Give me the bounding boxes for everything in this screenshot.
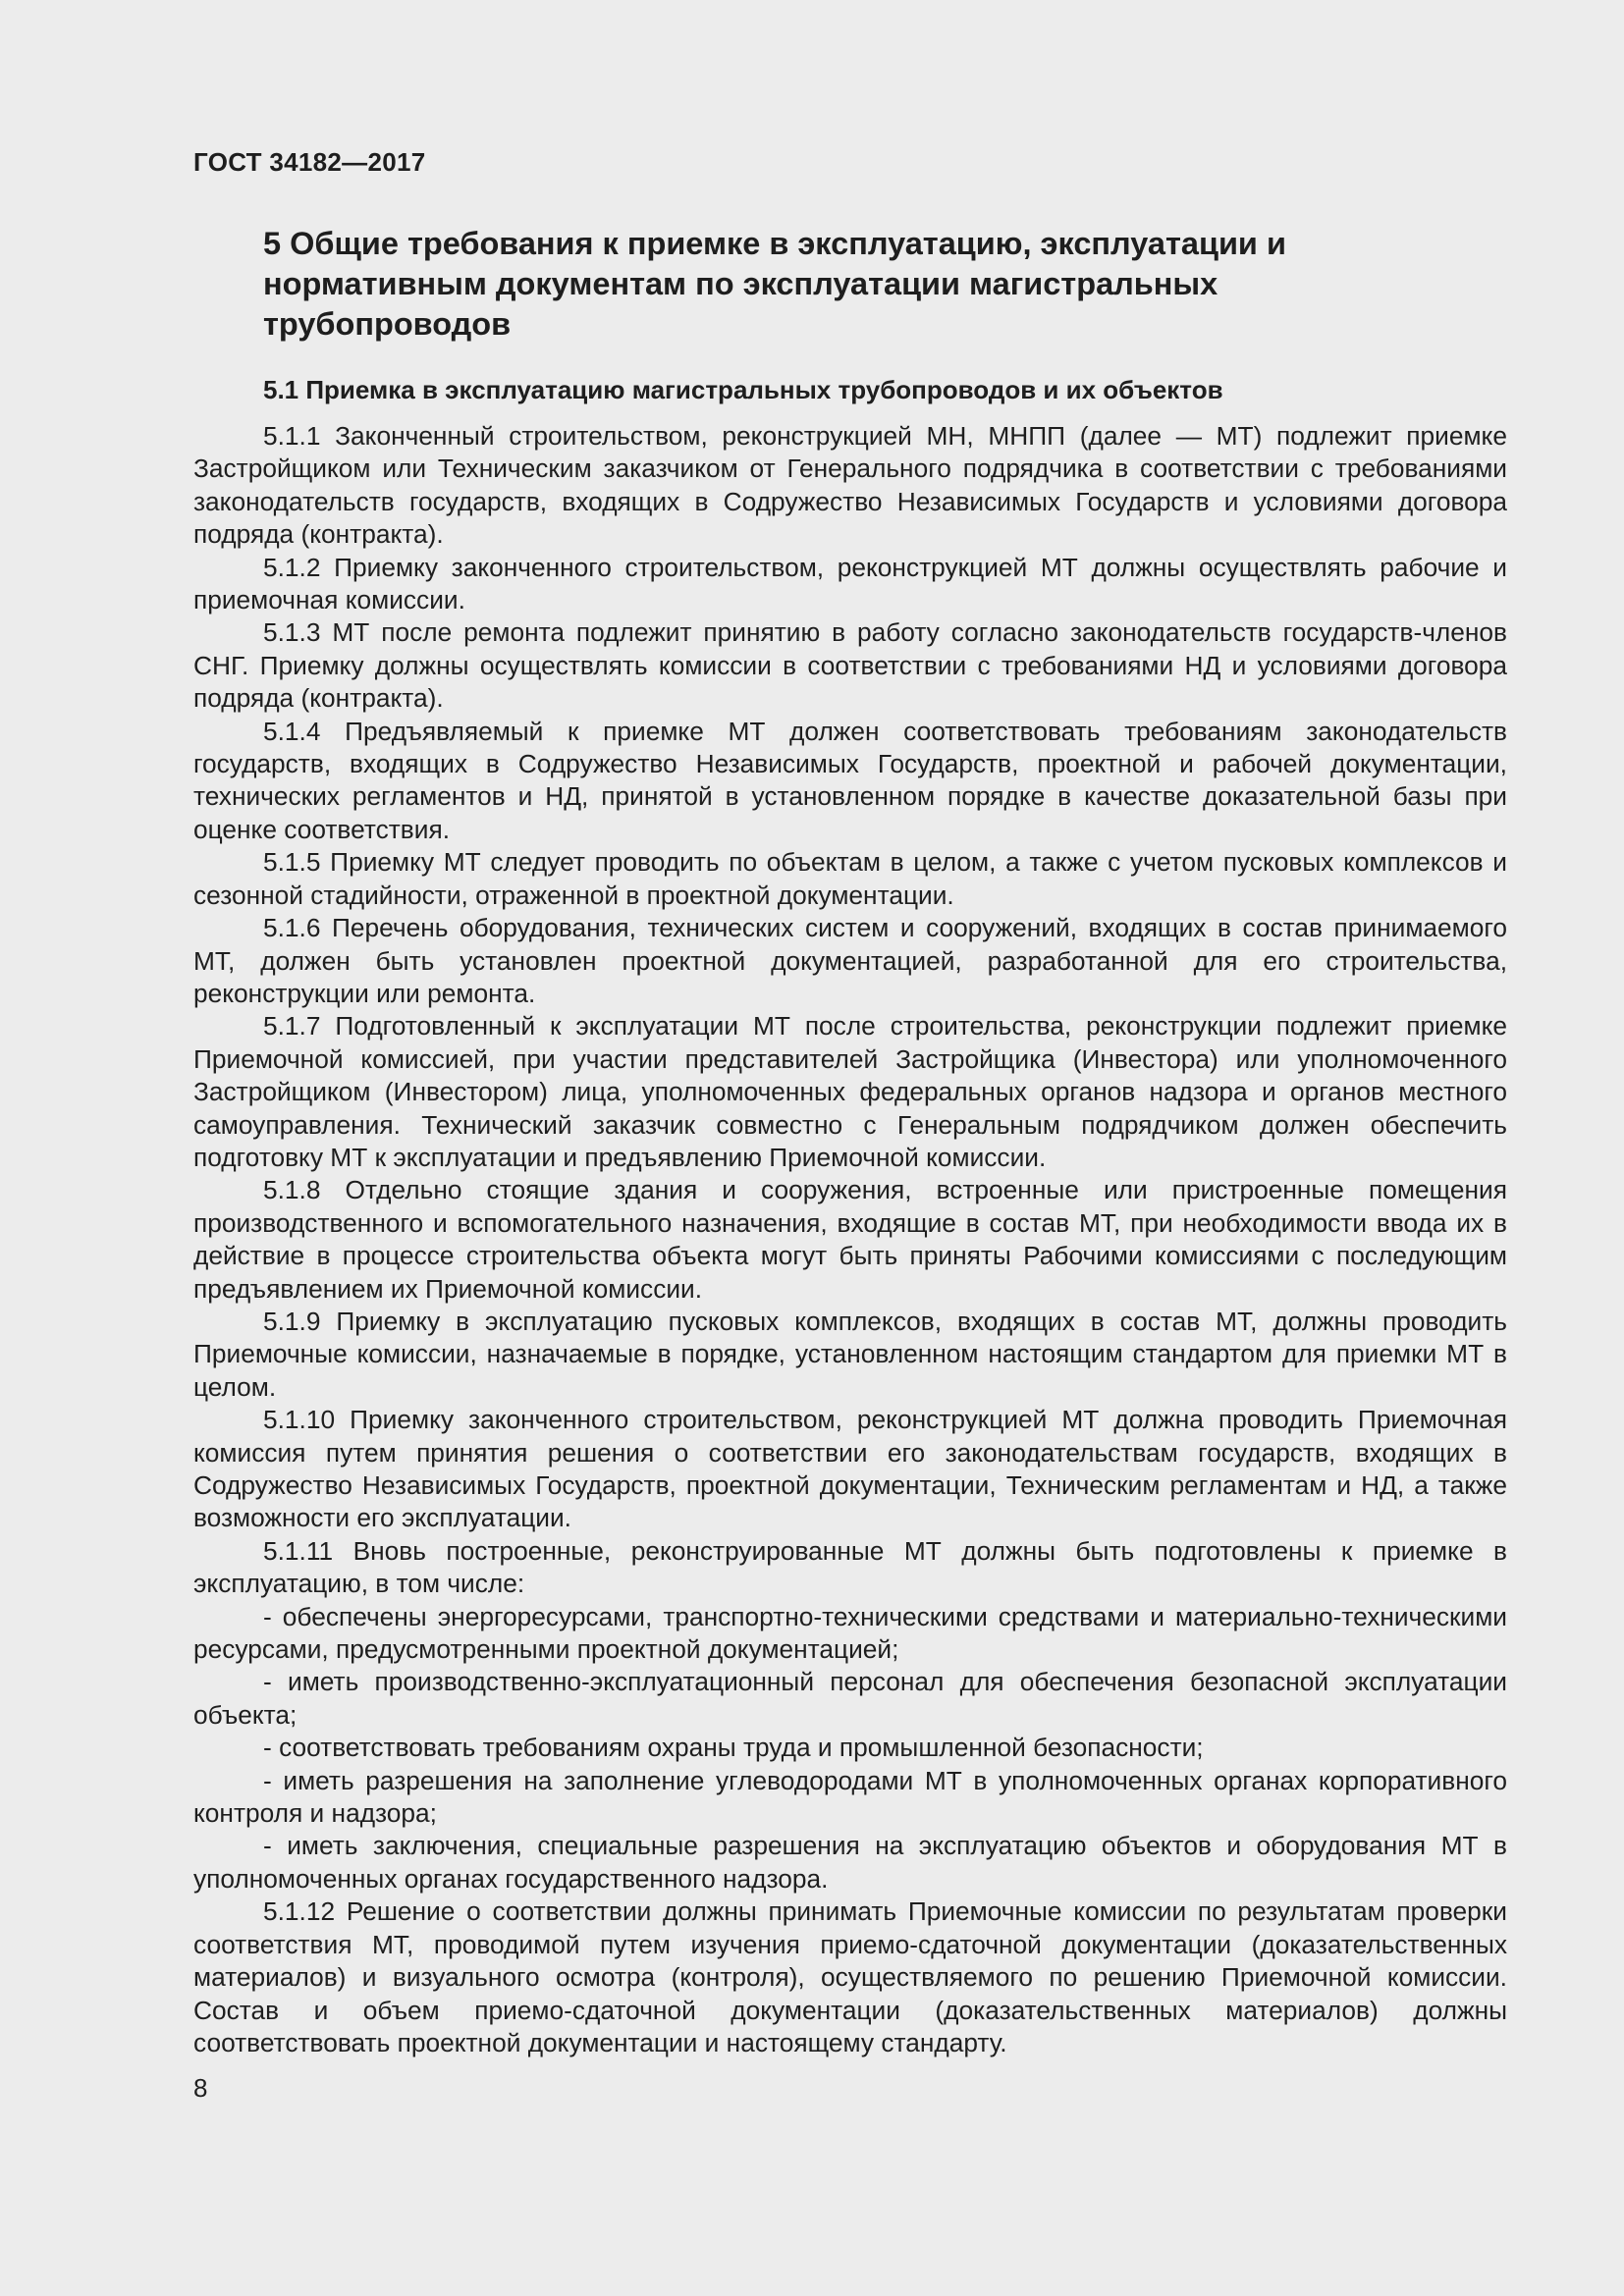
list-item: - обеспечены энергоресурсами, транспортно-техническими средствами и материально-техническими ресурсами, предусмотренными проектной документацией; [193, 1601, 1507, 1665]
paragraph-5-1-10: 5.1.10 Приемку законченного строительством, реконструкцией МТ должна проводить Приемочная комиссия путем принятия решения о соответствии его законодательствам государств, входящих в Содружество Независимых Государств, проектной документации, Техническим регламентам и НД, а также возможности его эксплуатации. [193, 1405, 1507, 1533]
subsection-title: 5.1 Приемка в эксплуатацию магистральных трубопроводов и их объектов [263, 375, 1223, 404]
section-title: 5 Общие требования к приемке в эксплуатацию, эксплуатации и нормативным документам по эксплуатации магистральных трубопроводов [263, 226, 1286, 342]
paragraph-5-1-4: 5.1.4 Предъявляемый к приемке МТ должен соответствовать требованиям законодательств государств, входящих в Содружество Независимых Государств, проектной и рабочей документации, технических регламентов и НД, принятой в установленном порядке в качестве доказательной базы при оценке соответствия. [193, 716, 1507, 844]
list-item: - иметь производственно-эксплуатационный персонал для обеспечения безопасной эксплуатации объекта; [193, 1667, 1507, 1730]
paragraph-5-1-1: 5.1.1 Законченный строительством, реконструкцией МН, МНПП (далее — МТ) подлежит приемке Застройщиком или Техническим заказчиком от Генерального подрядчика в соответствии с требованиями законодательств государств, входящих в Содружество Независимых Государств и условиями договора подряда (контракта). [193, 421, 1507, 550]
document-header: ГОСТ 34182—2017 [193, 147, 426, 177]
list-item: - соответствовать требованиям охраны труда и промышленной безопасности; [263, 1733, 1204, 1763]
paragraph-5-1-2: 5.1.2 Приемку законченного строительством, реконструкцией МТ должны осуществлять рабочие и приемочная комиссии. [193, 552, 1507, 615]
paragraph-5-1-5: 5.1.5 Приемку МТ следует проводить по объектам в целом, а также с учетом пусковых комплексов и сезонной стадийности, отраженной в проектной документации. [193, 847, 1507, 910]
list-item: - иметь заключения, специальные разрешения на эксплуатацию объектов и оборудования МТ в уполномоченных органах государственного надзора. [193, 1831, 1507, 1894]
paragraph-5-1-6: 5.1.6 Перечень оборудования, технических систем и сооружений, входящих в состав принимаемого МТ, должен быть установлен проектной документацией, разработанной для его строительства, реконструкции или ремонта. [193, 913, 1507, 1008]
body-text [193, 420, 1507, 2059]
page-number: 8 [193, 2073, 208, 2103]
list-item: - иметь разрешения на заполнение углеводородами МТ в уполномоченных органах корпоративного контроля и надзора; [193, 1765, 1507, 1829]
paragraph-5-1-8: 5.1.8 Отдельно стоящие здания и сооружения, встроенные или пристроенные помещения производственного и вспомогательного назначения, входящие в состав МТ, при необходимости ввода их в действие в процессе строительства объекта могут быть приняты Рабочими комиссиями с последующим предъявлением их Приемочной комиссии. [193, 1175, 1507, 1304]
paragraph-5-1-7: 5.1.7 Подготовленный к эксплуатации МТ после строительства, реконструкции подлежит приемке Приемочной комиссией, при участии представителей Застройщика (Инвестора) или уполномоченного Застройщиком (Инвестором) лица, уполномоченных федеральных органов надзора и органов местного самоуправления. Технический заказчик совместно с Генеральным подрядчиком должен обеспечить подготовку МТ к эксплуатации и предъявлению Приемочной комиссии. [193, 1011, 1507, 1172]
paragraph-5-1-12: 5.1.12 Решение о соответствии должны принимать Приемочные комиссии по результатам проверки соответствия МТ, проводимой путем изучения приемо-сдаточной документации (доказательственных материалов) и визуального осмотра (контроля), осуществляемого по решению Приемочной комиссии. Состав и объем приемо-сдаточной документации (доказательственных материалов) должны соответствовать проектной документации и настоящему стандарту. [193, 1896, 1507, 2057]
paragraph-5-1-11: 5.1.11 Вновь построенные, реконструированные МТ должны быть подготовлены к приемке в эксплуатацию, в том числе: [193, 1535, 1507, 1599]
paragraph-5-1-9: 5.1.9 Приемку в эксплуатацию пусковых комплексов, входящих в состав МТ, должны проводить Приемочные комиссии, назначаемые в порядке, установленном настоящим стандартом для приемки МТ в целом. [193, 1306, 1507, 1402]
paragraph-5-1-3: 5.1.3 МТ после ремонта подлежит принятию в работу согласно законодательств государств-членов СНГ. Приемку должны осуществлять комиссии в соответствии с требованиями НД и условиями договора подряда (контракта). [193, 617, 1507, 714]
